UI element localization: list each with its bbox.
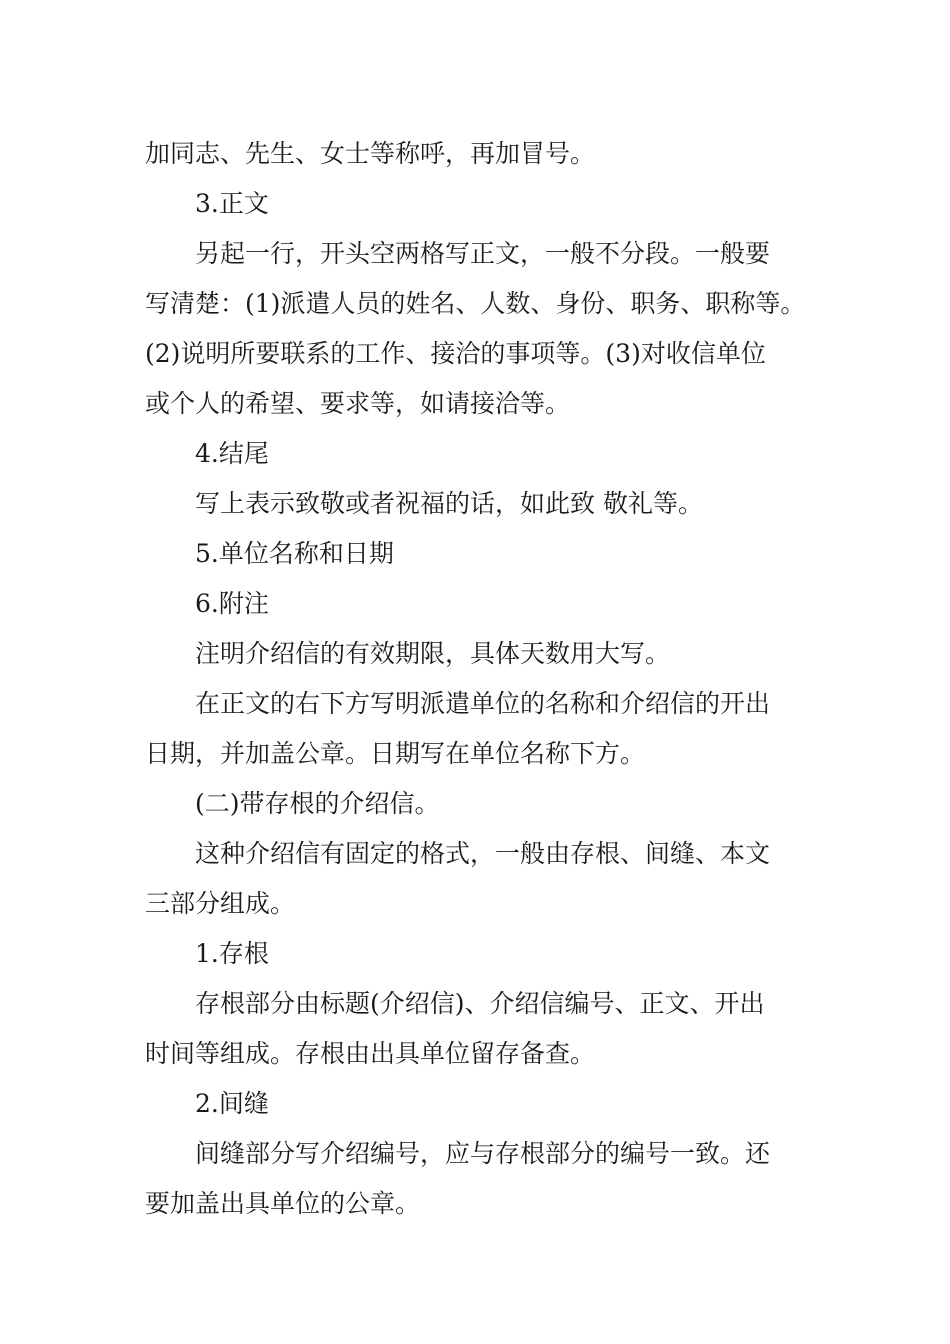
section-heading: 2.间缝 <box>195 1089 269 1118</box>
text-line: 另起一行，开头空两格写正文，一般不分段。一般要 <box>195 239 771 268</box>
text-line: 在正文的右下方写明派遣单位的名称和介绍信的开出 <box>195 689 771 718</box>
document-body <box>145 129 815 1229</box>
text-line: 要加盖出具单位的公章。 <box>145 1189 421 1218</box>
section-heading: 5.单位名称和日期 <box>195 539 394 568</box>
text-line: 日期，并加盖公章。日期写在单位名称下方。 <box>145 739 646 768</box>
text-line: 间缝部分写介绍编号，应与存根部分的编号一致。还 <box>195 1139 771 1168</box>
section-heading: 3.正文 <box>195 189 269 218</box>
text-line: 三部分组成。 <box>145 889 296 918</box>
text-line: 这种介绍信有固定的格式，一般由存根、间缝、本文 <box>195 839 771 868</box>
section-heading: 4.结尾 <box>195 439 269 468</box>
text-line: (2)说明所要联系的工作、接洽的事项等。(3)对收信单位 <box>145 339 766 368</box>
text-line: 时间等组成。存根由出具单位留存备查。 <box>145 1039 596 1068</box>
section-heading: (二)带存根的介绍信。 <box>195 789 440 818</box>
section-heading: 1.存根 <box>195 939 269 968</box>
text-line: 写清楚：(1)派遣人员的姓名、人数、身份、职务、职称等。 <box>145 289 806 318</box>
text-line: 写上表示致敬或者祝福的话，如此致 敬礼等。 <box>195 489 703 518</box>
section-heading: 6.附注 <box>195 589 269 618</box>
text-line: 或个人的希望、要求等，如请接洽等。 <box>145 389 571 418</box>
text-line: 存根部分由标题(介绍信)、介绍信编号、正文、开出 <box>195 989 765 1018</box>
text-line: 注明介绍信的有效期限，具体天数用大写。 <box>195 639 671 668</box>
text-line: 加同志、先生、女士等称呼，再加冒号。 <box>145 139 596 168</box>
